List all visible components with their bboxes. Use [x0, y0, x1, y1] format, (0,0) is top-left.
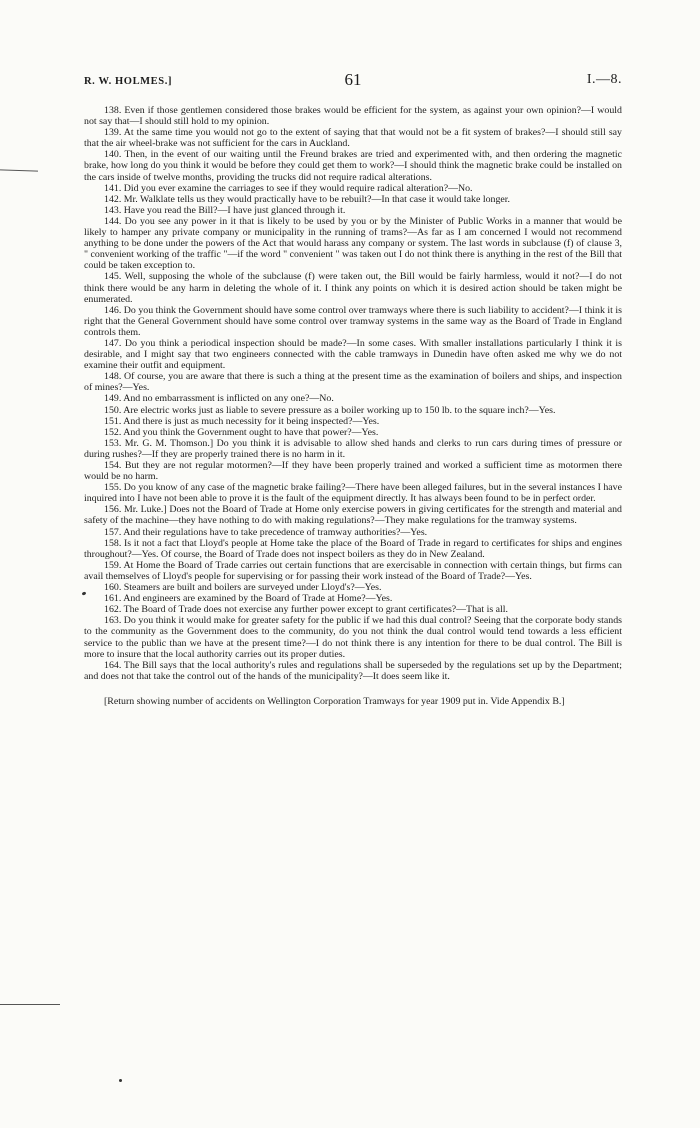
margin-mark [119, 1079, 122, 1082]
paragraph-144: 144. Do you see any power in it that is likely to be used by you or by the Minister of Public Works in a manner that would be likely to hamper any private company or municipality in the running of trams?—As far as I am concerned I would not recommend anything to be done under the powers of the Act that would harass any company or system. The last words in subclause (f) of clause 3, " convenient working of the traffic "—if the word " convenient " was taken out I do not think there is anything in the rest of the Bill that could be taken exception to. [84, 215, 622, 272]
paragraph-155: 155. Do you know of any case of the magnetic brake failing?—There have been alleged failures, but in the several instances I have inquired into I have not been able to prove it is the fault of the equipment directly. It has always been found to be in perfect order. [84, 482, 622, 505]
paragraph-143: 143. Have you read the Bill?—I have just glanced through it. [104, 204, 346, 216]
paragraph-164: 164. The Bill says that the local authority's rules and regulations shall be superseded by the regulations set up by the Department; and does not that take the control out of the hands of the municipality?—It does seem like it. [84, 659, 622, 682]
paragraph-152: 152. And you think the Government ought to have that power?—Yes. [104, 426, 379, 438]
paragraph-156: 156. Mr. Luke.] Does not the Board of Trade at Home only exercise powers in giving certificates for the strength and material and safety of the machine—they have nothing to do with making regulations?—They make regulations for the tramway systems. [84, 504, 622, 527]
paragraph-153: 153. Mr. G. M. Thomson.] Do you think it is advisable to allow shed hands and clerks to run cars during times of pressure or during rushes?—If they are properly trained there is no harm in it. [84, 437, 622, 460]
paragraph-147: 147. Do you think a periodical inspection should be made?—In some cases. With smaller installations particularly I think it is desirable, and I might say that two engineers connected with the cable tramways in Dunedin have often asked me why we do not examine their outfit and equipment. [84, 337, 622, 372]
paragraph-142: 142. Mr. Walklate tells us they would practically have to be rebuilt?—In that case it would take longer. [104, 193, 510, 205]
paragraph-146: 146. Do you think the Government should have some control over tramways where there is such liability to accident?—I think it is right that the General Government should have some control over tramway systems in the same way as the Board of Trade in England controls them. [84, 304, 622, 338]
paragraph-150: 150. Are electric works just as liable to severe pressure as a boiler working up to 150 lb. to the square inch?—Yes. [104, 404, 556, 416]
margin-rule [0, 1004, 60, 1005]
paragraph-161: 161. And engineers are examined by the Board of Trade at Home?—Yes. [104, 593, 393, 605]
paper-reference: I.—8. [586, 72, 622, 87]
paragraph-138: 138. Even if those gentlemen considered those brakes would be efficient for the system, as against your own opinion?—I would not say that—I should still hold to my opinion. [84, 105, 622, 128]
paragraph-162: 162. The Board of Trade does not exercise any further power except to grant certificates?—That is all. [104, 604, 509, 616]
page-number: 61 [344, 70, 362, 89]
appendix-note: [Return showing number of accidents on Wellington Corporation Tramways for year 1909 put in. Vide Appendix B.] [104, 695, 565, 707]
paragraph-163: 163. Do you think it would make for greater safety for the public if we had this dual control? Seeing that the corporate body stands to the community as the Government does to the community, do you not think the dual control would tend towards a less efficient service to the public than we have at the present time?—I do not think there is any intention for there to be dual control. The Bill is more to insure that the local authority carries out its proper duties. [84, 615, 622, 660]
margin-rule [0, 169, 38, 171]
testimony-body [84, 105, 622, 707]
paragraph-158: 158. Is it not a fact that Lloyd's people at Home take the place of the Board of Trade in regard to certificates for ships and engines throughout?—Yes. Of course, the Board of Trade does not inspect boilers as they do in New Zealand. [84, 537, 622, 560]
page-header [84, 70, 622, 92]
paragraph-159: 159. At Home the Board of Trade carries out certain functions that are exercisable in connection with certain things, but firms can avail themselves of Lloyd's people for supervising or for passing their work instead of the Board of Trade?—Yes. [84, 559, 622, 582]
paragraph-160: 160. Steamers are built and boilers are surveyed under Lloyd's?—Yes. [104, 582, 382, 594]
paragraph-151: 151. And there is just as much necessity for it being inspected?—Yes. [104, 415, 380, 427]
paragraph-139: 139. At the same time you would not go to the extent of saying that that would not be a fit system of brakes?—I should still say that the air wheel-brake was not sufficient for the cars in Auckland. [84, 127, 622, 150]
paragraph-141: 141. Did you ever examine the carriages to see if they would require radical alteration?—No. [104, 182, 473, 194]
paragraph-154: 154. But they are not regular motormen?—If they have been properly trained and worked a sufficient time as motormen there would be no harm. [84, 460, 622, 483]
paragraph-148: 148. Of course, you are aware that there is such a thing at the present time as the examination of boilers and ships, and inspection of mines?—Yes. [84, 371, 622, 394]
paragraph-145: 145. Well, supposing the whole of the subclause (f) were taken out, the Bill would be fairly harmless, would it not?—I do not think there would be any harm in deleting the whole of it. I think any points on which it is desired action should be taken might be enumerated. [84, 271, 622, 305]
paragraph-140: 140. Then, in the event of our waiting until the Freund brakes are tried and experimented with, and then ordering the magnetic brake, how long do you think it would be before they could get them to work?—I should think the magnetic brake could be installed on the cars inside of twelve months, providing the trucks did not require radical alterations. [84, 149, 622, 183]
paragraph-149: 149. And no embarrassment is inflicted on any one?—No. [104, 393, 334, 405]
paragraph-157: 157. And their regulations have to take precedence of tramway authorities?—Yes. [104, 526, 428, 538]
witness-name: R. W. HOLMES.] [84, 76, 173, 87]
